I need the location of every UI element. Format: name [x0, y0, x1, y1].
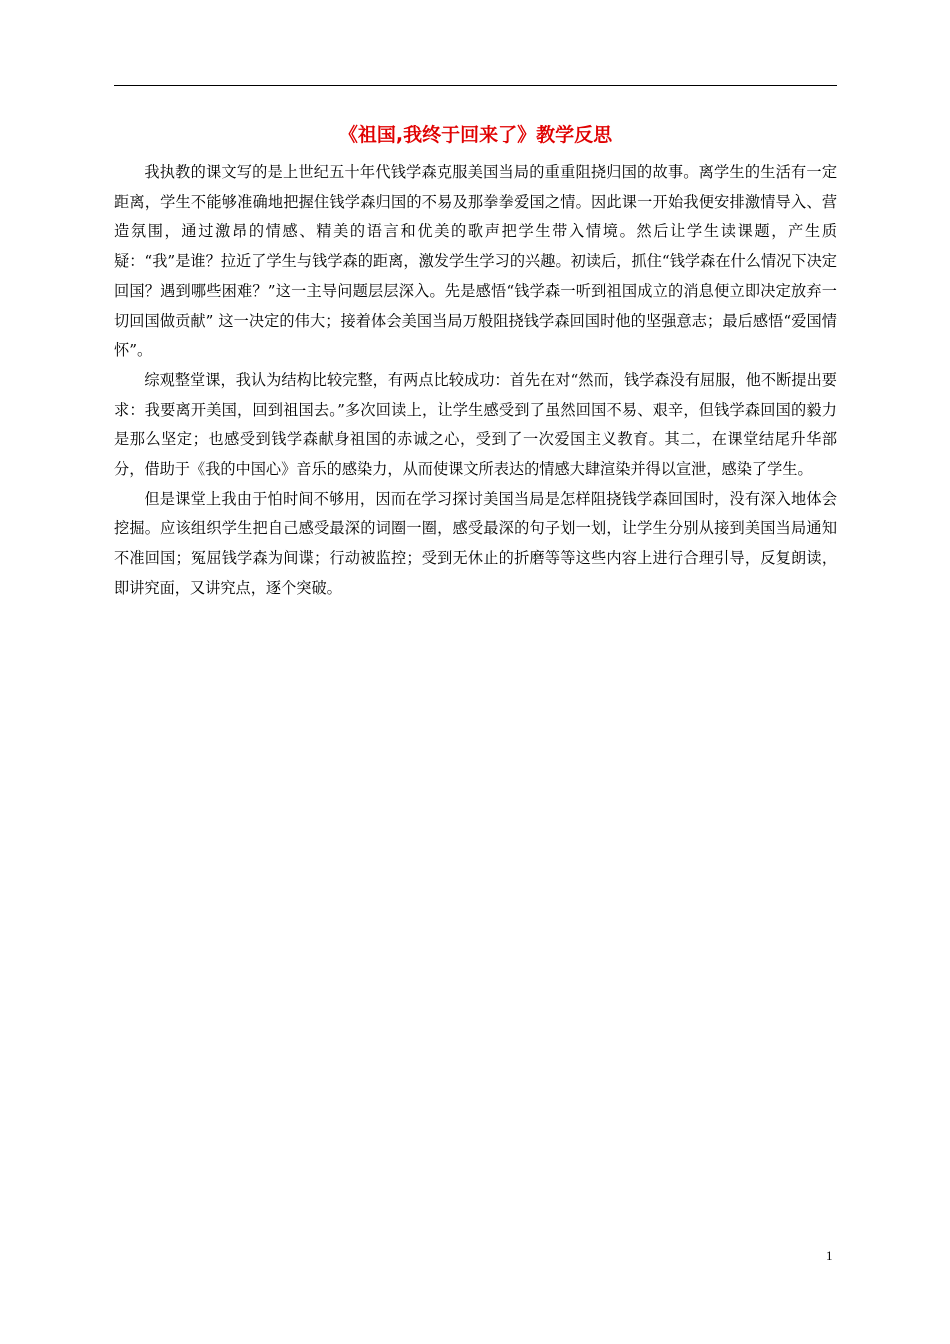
page-number: 1 — [826, 1248, 833, 1263]
document-title: 《祖国,我终于回来了》教学反思 — [338, 124, 613, 146]
document-body — [114, 158, 837, 604]
paragraph-1: 我执教的课文写的是上世纪五十年代钱学森克服美国当局的重重阻挠归国的故事。离学生的生活有一定距离，学生不能够准确地把握住钱学森归国的不易及那拳拳爱国之情。因此课一开始我便安排激情导入、营造氛围，通过激昂的情感、精美的语言和优美的歌声把学生带入情境。然后让学生读课题，产生质疑：“我”是谁？拉近了学生与钱学森的距离，激发学生学习的兴趣。初读后，抓住“钱学森在什么情况下决定回国？遇到哪些困难？”这一主导问题层层深入。先是感悟“钱学森一听到祖国成立的消息便立即决定放弃一切回国做贡献” 这一决定的伟大；接着体会美国当局万般阻挠钱学森回国时他的坚强意志；最后感悟“爱国情怀”。 — [114, 163, 837, 360]
header-rule — [114, 85, 837, 86]
paragraph-2: 综观整堂课，我认为结构比较完整，有两点比较成功：首先在对“然而，钱学森没有屈服，他不断提出要求：我要离开美国，回到祖国去。”多次回读上，让学生感受到了虽然回国不易、艰辛，但钱学森回国的毅力是那么坚定；也感受到钱学森献身祖国的赤诚之心，受到了一次爱国主义教育。其二，在课堂结尾升华部分，借助于《我的中国心》音乐的感染力，从而使课文所表达的情感大肆渲染并得以宣泄，感染了学生。 — [114, 370, 837, 479]
paragraph-3: 但是课堂上我由于怕时间不够用，因而在学习探讨美国当局是怎样阻挠钱学森回国时，没有深入地体会挖掘。应该组织学生把自己感受最深的词圈一圈，感受最深的句子划一划，让学生分别从接到美国当局通知不准回国；冤屈钱学森为间谍；行动被监控；受到无休止的折磨等等这些内容上进行合理引导，反复朗读，即讲究面，又讲究点，逐个突破。 — [114, 489, 837, 597]
